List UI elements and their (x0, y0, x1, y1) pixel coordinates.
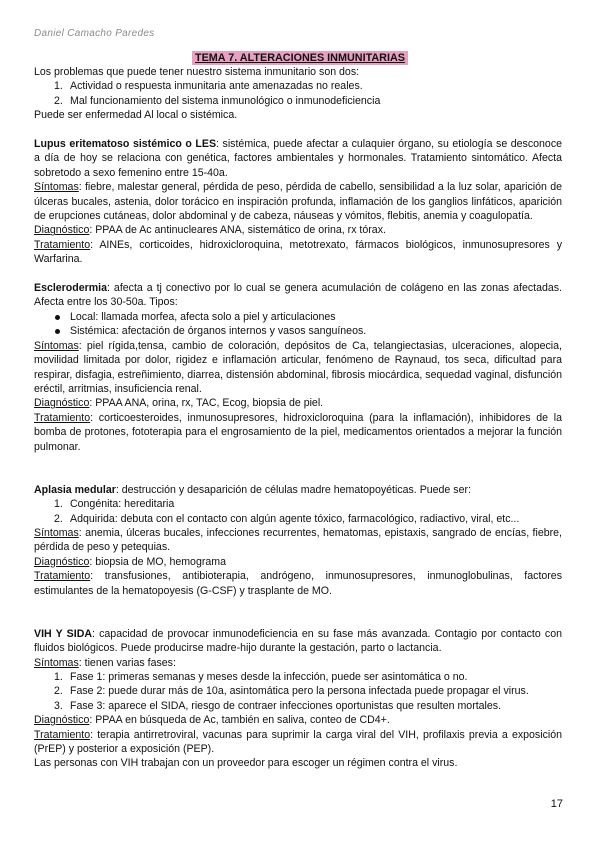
vih-section: VIH Y SIDA: capacidad de provocar inmunodeficiencia en su fase más avanzada. Contagio por contacto con fluidos biológicos. Puede producirse madre-hijo durante la gestación, parto o lactancia. (34, 627, 562, 655)
esclero-tratamiento: Tratamiento: corticoesteroides, inmunosupresores, hidroxicloroquina (para la inflamación), inhibidores de la bomba de protones, fototerapia para el engrosamiento de la piel, medicamentos orientados a mejorar la función pulmonar. (34, 411, 562, 453)
list-item: 1. Fase 1: primeras semanas y meses desde la infección, puede ser asintomática o no. (54, 671, 468, 683)
list-item: 2. Adquirida: debuta con el contacto con algún agente tóxico, farmacológico, radiactivo, viral, etc... (54, 512, 520, 525)
lupus-diagnostico: Diagnóstico: PPAA de Ac antinucleares ANA, sistemático de orina, rx tórax. (34, 224, 386, 237)
aplasia-section: Aplasia medular: destrucción y desaparición de células madre hematopoyéticas. Puede ser: (34, 483, 471, 496)
esclero-heading: Esclerodermia (34, 282, 108, 295)
lupus-heading: Lupus eritematoso sistémico o LES (34, 138, 217, 151)
title-wrapper (0, 51, 600, 65)
page-number: 17 (550, 798, 563, 810)
lupus-sintomas: Síntomas: fiebre, malestar general, pérdida de peso, pérdida de cabello, sensibilidad a la luz solar, aparición de úlceras bucales, astenia, dolor torácico en inspiración profunda, inflamación de los ganglios linfáticos, aparición de erupciones cutáneas, dolor abdominal y de cabeza, náuseas y vómitos, flebitis, anemia y coagulopatía. (34, 181, 562, 223)
aplasia-diagnostico: Diagnóstico: biopsia de MO, hemograma (34, 555, 226, 568)
intro-text: Los problemas que puede tener nuestro sistema inmunitario son dos: (34, 66, 360, 78)
list-item: 3. Fase 3: aparece el SIDA, riesgo de contraer infecciones oportunistas que resulten mortales. (54, 699, 502, 712)
aplasia-tratamiento: Tratamiento: transfusiones, antibioterapia, andrógeno, inmunosupresores, inmunoglobulinas, factores estimulantes de la hematopoyesis (G-CSF) y trasplante de MO. (34, 570, 562, 597)
lupus-section: Lupus eritematoso sistémico o LES: sistémica, puede afectar a culaquier órgano, su etiología se desconoce a día de hoy se relaciona con genética, factores ambientales y hormonales. Tratamiento sintomático. Afecta sobretodo a sexo femenino entre 15-40a. (34, 138, 563, 179)
lupus-tratamiento: Tratamiento: AINEs, corticoides, hidroxicloroquina, metotrexato, fármacos biológicos, inmunosupresores y Warfarina. (34, 238, 562, 266)
list-item: 2. Mal funcionamiento del sistema inmunológico o inmunodeficiencia (54, 94, 381, 107)
aplasia-heading: Aplasia medular (34, 483, 116, 496)
aplasia-sintomas: Síntomas: anemia, úlceras bucales, infecciones recurrentes, hematomas, epistaxis, sangrado de encías, fiebre, pérdida de peso y petequias. (34, 526, 562, 554)
vih-diagnostico: Diagnóstico: PPAA en búsqueda de Ac, también en saliva, conteo de CD4+. (34, 714, 390, 727)
esclero-sintomas: Síntomas: piel rígida,tensa, cambio de coloración, depósitos de Ca, telangiectasias, ulceraciones, alopecia, movilidad limitada por dolor, rigidez e inflamación articular, fenómeno de Raynaud, tos seca, dificultad para respirar, disfagia, estreñimiento, diarrea, distensión abdominal, fibrosis miocárdica, sequedad vaginal, disfunción eréctil, arritmias, insuficiencia renal. (34, 339, 562, 395)
list-item: 2. Fase 2: puede durar más de 10a, asintomática pero la persona infectada puede propagar el virus. (54, 685, 529, 698)
vih-tratamiento: Tratamiento: terapia antirretroviral, vacunas para suprimir la carga viral del VIH, profilaxis previa a exposición (PrEP) y posterior a exposición (PEP). (34, 728, 562, 756)
vih-closing: Las personas con VIH trabajan con un proveedor para escoger un régimen contra el virus. (34, 757, 458, 770)
vih-heading: VIH Y SIDA (34, 627, 92, 640)
esclero-diagnostico: Diagnóstico: PPAA ANA, orina, rx, TAC, Ecog, biopsia de piel. (34, 397, 324, 410)
list-item: Local: llamada morfea, afecta solo a piel y articulaciones (34, 310, 562, 324)
esclero-section: Esclerodermia: afecta a tj conectivo por lo cual se genera acumulación de colágeno en las zonas afectadas. Afecta entre los 30-50a. Tipos: (34, 282, 562, 309)
author-name: Daniel Camacho Paredes (34, 28, 155, 39)
list-item: 1. Actividad o respuesta inmunitaria ante amenazadas no reales. (54, 80, 363, 93)
intro-closing: Puede ser enfermedad Al local o sistémica. (34, 109, 238, 122)
list-item: 1. Congénita: hereditaria (54, 498, 175, 511)
content (34, 65, 562, 771)
vih-sintomas: Síntomas: tienen varias fases: (34, 656, 176, 669)
list-item: Sistémica: afectación de órganos internos y vasos sanguíneos. (34, 324, 562, 338)
page-title: TEMA 7. ALTERACIONES INMUNITARIAS (192, 51, 408, 65)
